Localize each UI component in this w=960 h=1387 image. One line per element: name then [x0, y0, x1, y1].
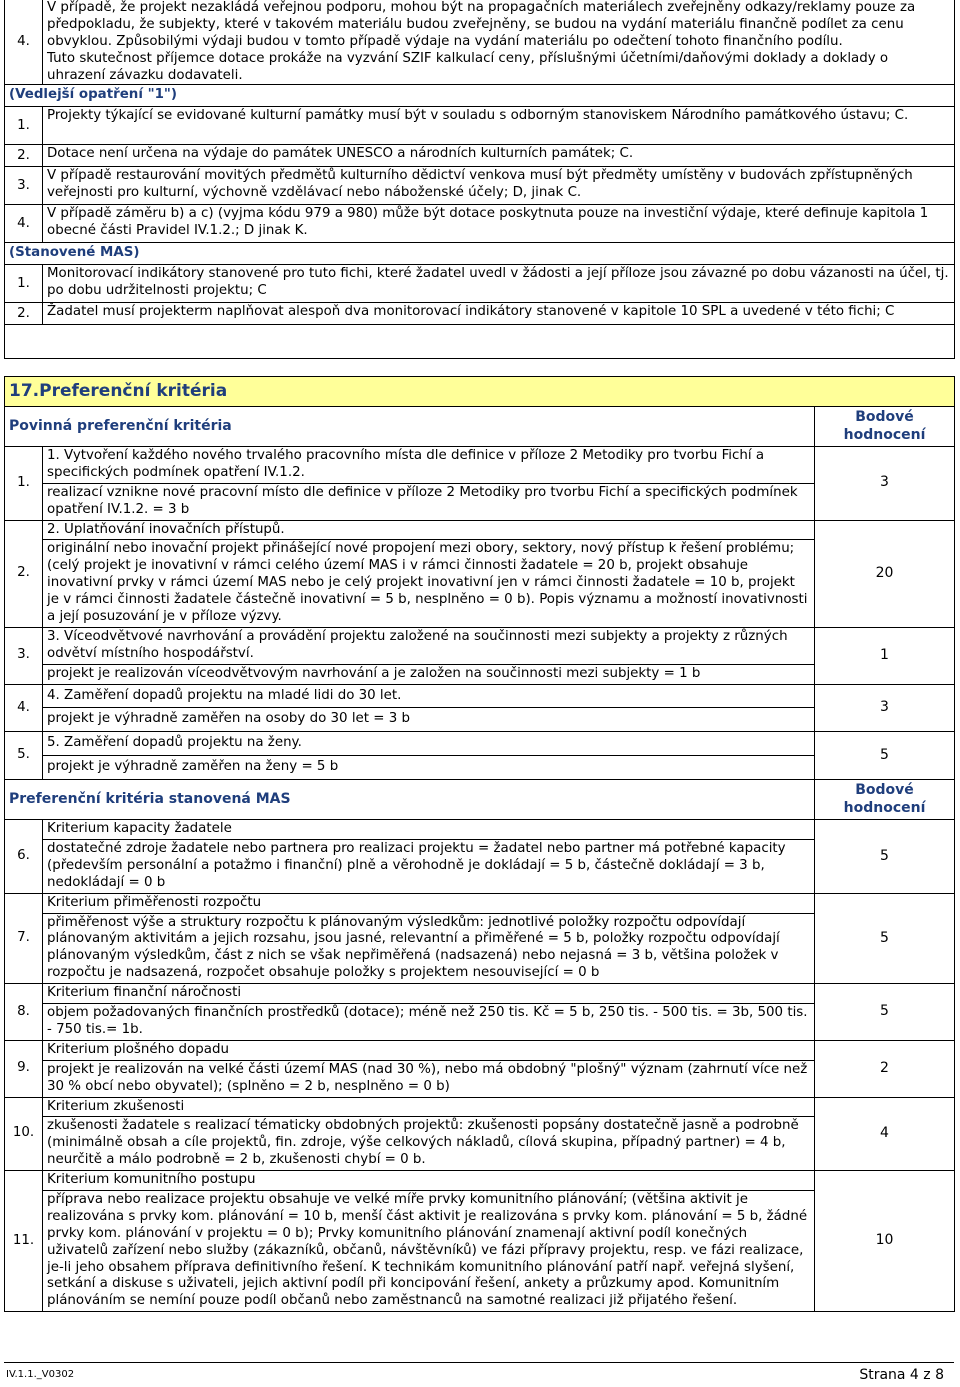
criterion-title: 5. Zaměření dopadů projektu na ženy. [43, 732, 814, 756]
criterion-title: 3. Víceodvětvové navrhování a provádění projektu založené na součinnosti mezi subjekty a projekty z různých odvětví místního hospodářství. [43, 628, 814, 665]
criterion-number: 1. [5, 447, 43, 521]
row-number: 2. [5, 145, 43, 167]
row-number: 1. [5, 107, 43, 145]
criterion-title: 4. Zaměření dopadů projektu na mladé lidi do 30 let. [43, 685, 814, 709]
condition-text [43, 0, 955, 85]
criterion-11 [5, 1171, 955, 1312]
criterion-points: 10 [815, 1171, 955, 1312]
criterion-desc: příprava nebo realizace projektu obsahuje ve velké míře prvky komunitního plánování; (většina aktivit je realizována s prvky kom. plánování = 10 b, menší část aktivit je realizována s prvky kom. plánování = 5 b, žádné prvky kom. plánování v projektu = 0 b); Prvky komunitního plánování znamenají aktivní podíl konečných uživatelů zařízení nebo služby (zákazníků, občanů, návštěvníků) ve fázi přípravy projektu, resp. ve fázi realizace, je-li jeho obsahem příprava definitivního řešení. K technikám komunitního plánování patří např. veřejná slyšení, setkání a diskuse s uživateli, jejich aktivní podíl při koncipování řešení, ankety a průzkumy apod. Komunitním plánováním se nemíní pouze podíl občanů nebo zaměstnanců na samotné realizaci již přijatého řešení. [47, 1191, 808, 1309]
criterion-title: Kriterium plošného dopadu [43, 1041, 814, 1061]
row-text: Monitorovací indikátory stanovené pro tuto fichi, které žadatel uvedl v žádosti a její příloze jsou závazné po dobu vázanosti na účel, tj. po dobu udržitelnosti projektu; C [43, 265, 955, 303]
criterion-number: 2. [5, 520, 43, 627]
criterion-title: Kriterium finanční náročnosti [43, 984, 814, 1004]
criterion-number: 3. [5, 627, 43, 684]
empty-cell [5, 325, 955, 359]
row-number: 1. [5, 265, 43, 303]
criterion-desc: projekt je realizován na velké části území MAS (nad 30 %), nebo má obdobný "plošný" význam (zahrnutí více než 30 % obcí nebo obyvatel); (splněno = 2 b, nesplněno = 0 b) [47, 1061, 808, 1094]
criterion-10 [5, 1097, 955, 1171]
section-title: (Vedlejší opatření "1") [5, 85, 955, 107]
criterion-desc: objem požadovaných finančních prostředků (dotace); méně než 250 tis. Kč = 5 b, 250 tis. - 500 tis. = 3b, 500 tis. - 750 tis.= 1b. [47, 1005, 808, 1037]
criterion-points: 5 [815, 984, 955, 1041]
criterion-points: 4 [815, 1097, 955, 1171]
criterion-desc: realizací vznikne nové pracovní místo dle definice v příloze 2 Metodiky pro tvorbu Fichí a specifických podmínek opatření IV.1.2. = 3 b [47, 484, 798, 517]
criterion-4 [5, 684, 955, 732]
empty-row [5, 325, 955, 359]
criterion-number: 9. [5, 1040, 43, 1097]
stanovene-row-1 [5, 265, 955, 303]
criterion-6 [5, 820, 955, 894]
preference-criteria-table [4, 376, 955, 1312]
criterion-desc: originální nebo inovační projekt přinášející nové propojení mezi obory, sektory, nový přístup k řešení problému; (celý projekt je inovativní v rámci celého území MAS i v rámci činnosti žadatele = 20 b, projekt obsahuje inovativní prvky v rámci území MAS nebo je celý projekt inovativní jen v rámci činnosti žadatele = 10 b, projekt je v rámci činnosti žadatele částečně inovativní = 5 b, nesplněno = 0 b). Popis významu a možností inovativnosti a její posuzování je v příloze výzvy. [47, 541, 808, 625]
criterion-desc: projekt je výhradně zaměřen na ženy = 5 b [47, 759, 339, 775]
condition-row-4 [5, 0, 955, 85]
vedlejsi-row-3 [5, 167, 955, 205]
povinna-header [5, 407, 955, 447]
criterion-points: 5 [815, 732, 955, 780]
criterion-content [43, 1171, 815, 1312]
criterion-number: 5. [5, 732, 43, 780]
criterion-title: Kriterium kapacity žadatele [43, 820, 814, 840]
stanovene-row-2 [5, 303, 955, 325]
criterion-1 [5, 447, 955, 521]
row-number: 3. [5, 167, 43, 205]
row-number: 2. [5, 303, 43, 325]
criterion-2 [5, 520, 955, 627]
criterion-desc: projekt je výhradně zaměřen na osoby do 30 let = 3 b [47, 711, 411, 727]
criterion-7 [5, 893, 955, 983]
page-number: Strana 4 z 8 [859, 1367, 944, 1383]
mas-header [5, 780, 955, 820]
section-17-header [5, 377, 955, 407]
criterion-desc: přiměřenost výše a struktury rozpočtu k plánovaným výsledkům: jednotlivé položky rozpočtu odpovídají plánovaným aktivitám a jejich rozsahu, jsou jasné, relevantní a přiměřené = 5 b, položky rozpočtu odpovídají plánovaným výsledkům, část z nich se však nepřiměřená (nadsazená) nebo nejasná = 3 b, většina položek v rozpočtu je nadsazená, rozpočet obsahuje položky s projektem nesouvisející = 0 b [47, 914, 780, 981]
vedlejsi-row-2 [5, 145, 955, 167]
criterion-content [43, 684, 815, 732]
criterion-title: 1. Vytvoření každého nového trvalého pracovního místa dle definice v příloze 2 Metodiky pro tvorbu Fichí a specifických podmínek opatření IV.1.2. [43, 447, 814, 484]
criterion-number: 8. [5, 984, 43, 1041]
criterion-points: 5 [815, 893, 955, 983]
vedlejsi-row-1 [5, 107, 955, 145]
row-text: Dotace není určena na výdaje do památek UNESCO a národních kulturních památek; C. [43, 145, 955, 167]
criterion-content [43, 627, 815, 684]
criterion-number: 4. [5, 684, 43, 732]
povinna-title: Povinná preferenční kritéria [5, 407, 815, 447]
section-stanovene-title [5, 243, 955, 265]
criterion-title: Kriterium komunitního postupu [43, 1171, 814, 1191]
criterion-points: 3 [815, 447, 955, 521]
row-text: V případě záměru b) a c) (vyjma kódu 979 a 980) může být dotace poskytnuta pouze na investiční výdaje, které definuje kapitola 1 obecné části Pravidel IV.1.2.; D jinak K. [43, 205, 955, 243]
criterion-number: 10. [5, 1097, 43, 1171]
criterion-title: 2. Uplatňování inovačních přístupů. [43, 521, 814, 541]
criterion-content [43, 893, 815, 983]
criterion-content [43, 732, 815, 780]
criterion-3 [5, 627, 955, 684]
criterion-points: 1 [815, 627, 955, 684]
criterion-content [43, 1097, 815, 1171]
criterion-content [43, 1040, 815, 1097]
row-text: Žadatel musí projekterm naplňovat alespoň dva monitorovací indikátory stanovené v kapitole 10 SPL a uvedené v této fichi; C [43, 303, 955, 325]
criterion-8 [5, 984, 955, 1041]
page-footer [4, 1362, 954, 1386]
vedlejsi-row-4 [5, 205, 955, 243]
criterion-title: Kriterium zkušenosti [43, 1098, 814, 1118]
criterion-content [43, 984, 815, 1041]
section-vedlejsi-title [5, 85, 955, 107]
criterion-desc: projekt je realizován víceodvětvovým navrhování a je založen na součinnosti mezi subjekty = 1 b [47, 665, 701, 681]
mas-title: Preferenční kritéria stanovená MAS [5, 780, 815, 820]
points-header: Bodové hodnocení [815, 780, 955, 820]
criterion-number: 11. [5, 1171, 43, 1312]
condition-text-2: Tuto skutečnost příjemce dotace prokáže na vyzvání SZIF kalkulací ceny, příslušnými účetními/daňovými doklady a doklady o uhrazení závazku dodavateli. [47, 50, 889, 83]
conditions-table [4, 0, 955, 359]
criterion-number: 6. [5, 820, 43, 894]
document-code: IV.1.1._V0302 [6, 1369, 75, 1380]
criterion-points: 20 [815, 520, 955, 627]
section-title: (Stanovené MAS) [5, 243, 955, 265]
criterion-5 [5, 732, 955, 780]
criterion-desc: zkušenosti žadatele s realizací tématicky obdobných projektů: zkušenosti popsány dostatečně jasně a podrobně (minimálně obsah a cíle projektů, fin. zdroje, výše celkových nákladů, cílová skupina, případný partner) = 4 b, neurčitě a málo podrobně = 2 b, zkušenosti chybí = 0 b. [47, 1118, 799, 1168]
criterion-title: Kriterium přiměřenosti rozpočtu [43, 894, 814, 914]
criterion-points: 2 [815, 1040, 955, 1097]
points-header: Bodové hodnocení [815, 407, 955, 447]
criterion-points: 3 [815, 684, 955, 732]
row-number: 4. [5, 205, 43, 243]
criterion-number: 7. [5, 893, 43, 983]
section-17-title: 17.Preferenční kritéria [5, 377, 955, 407]
criterion-content [43, 520, 815, 627]
row-number: 4. [5, 0, 43, 85]
row-text: Projekty týkající se evidované kulturní památky musí být v souladu s odborným stanoviskem Národního památkového ústavu; C. [43, 107, 955, 145]
criterion-9 [5, 1040, 955, 1097]
condition-text-1: V případě, že projekt nezakládá veřejnou podporu, mohou být na propagačních materiálech zveřejněny odkazy/reklamy pouze za předpokladu, že subjekty, které v takovém materiálu budou zveřejněny, se budou na vydání materiálu finančně podílet za cenu obvyklou. Způsobilými výdaji budou v tomto případě výdaje na vydání materiálu po odečtení tohoto finančního podílu. [47, 0, 916, 49]
criterion-content [43, 820, 815, 894]
criterion-points: 5 [815, 820, 955, 894]
criterion-content [43, 447, 815, 521]
row-text: V případě restaurování movitých předmětů kulturního dědictví venkova musí být předměty umístěny v budovách zpřístupněných veřejnosti pro kulturní, výchovně vzdělávací nebo náboženské účely; D, jinak C. [43, 167, 955, 205]
criterion-desc: dostatečné zdroje žadatele nebo partnera pro realizaci projektu = žadatel nebo partner má potřebné kapacity (především personální a potažmo i finanční) plně a věrohodně je dokládají = 5 b, částečně dokládají = 3 b, nedokládají = 0 b [47, 841, 786, 890]
